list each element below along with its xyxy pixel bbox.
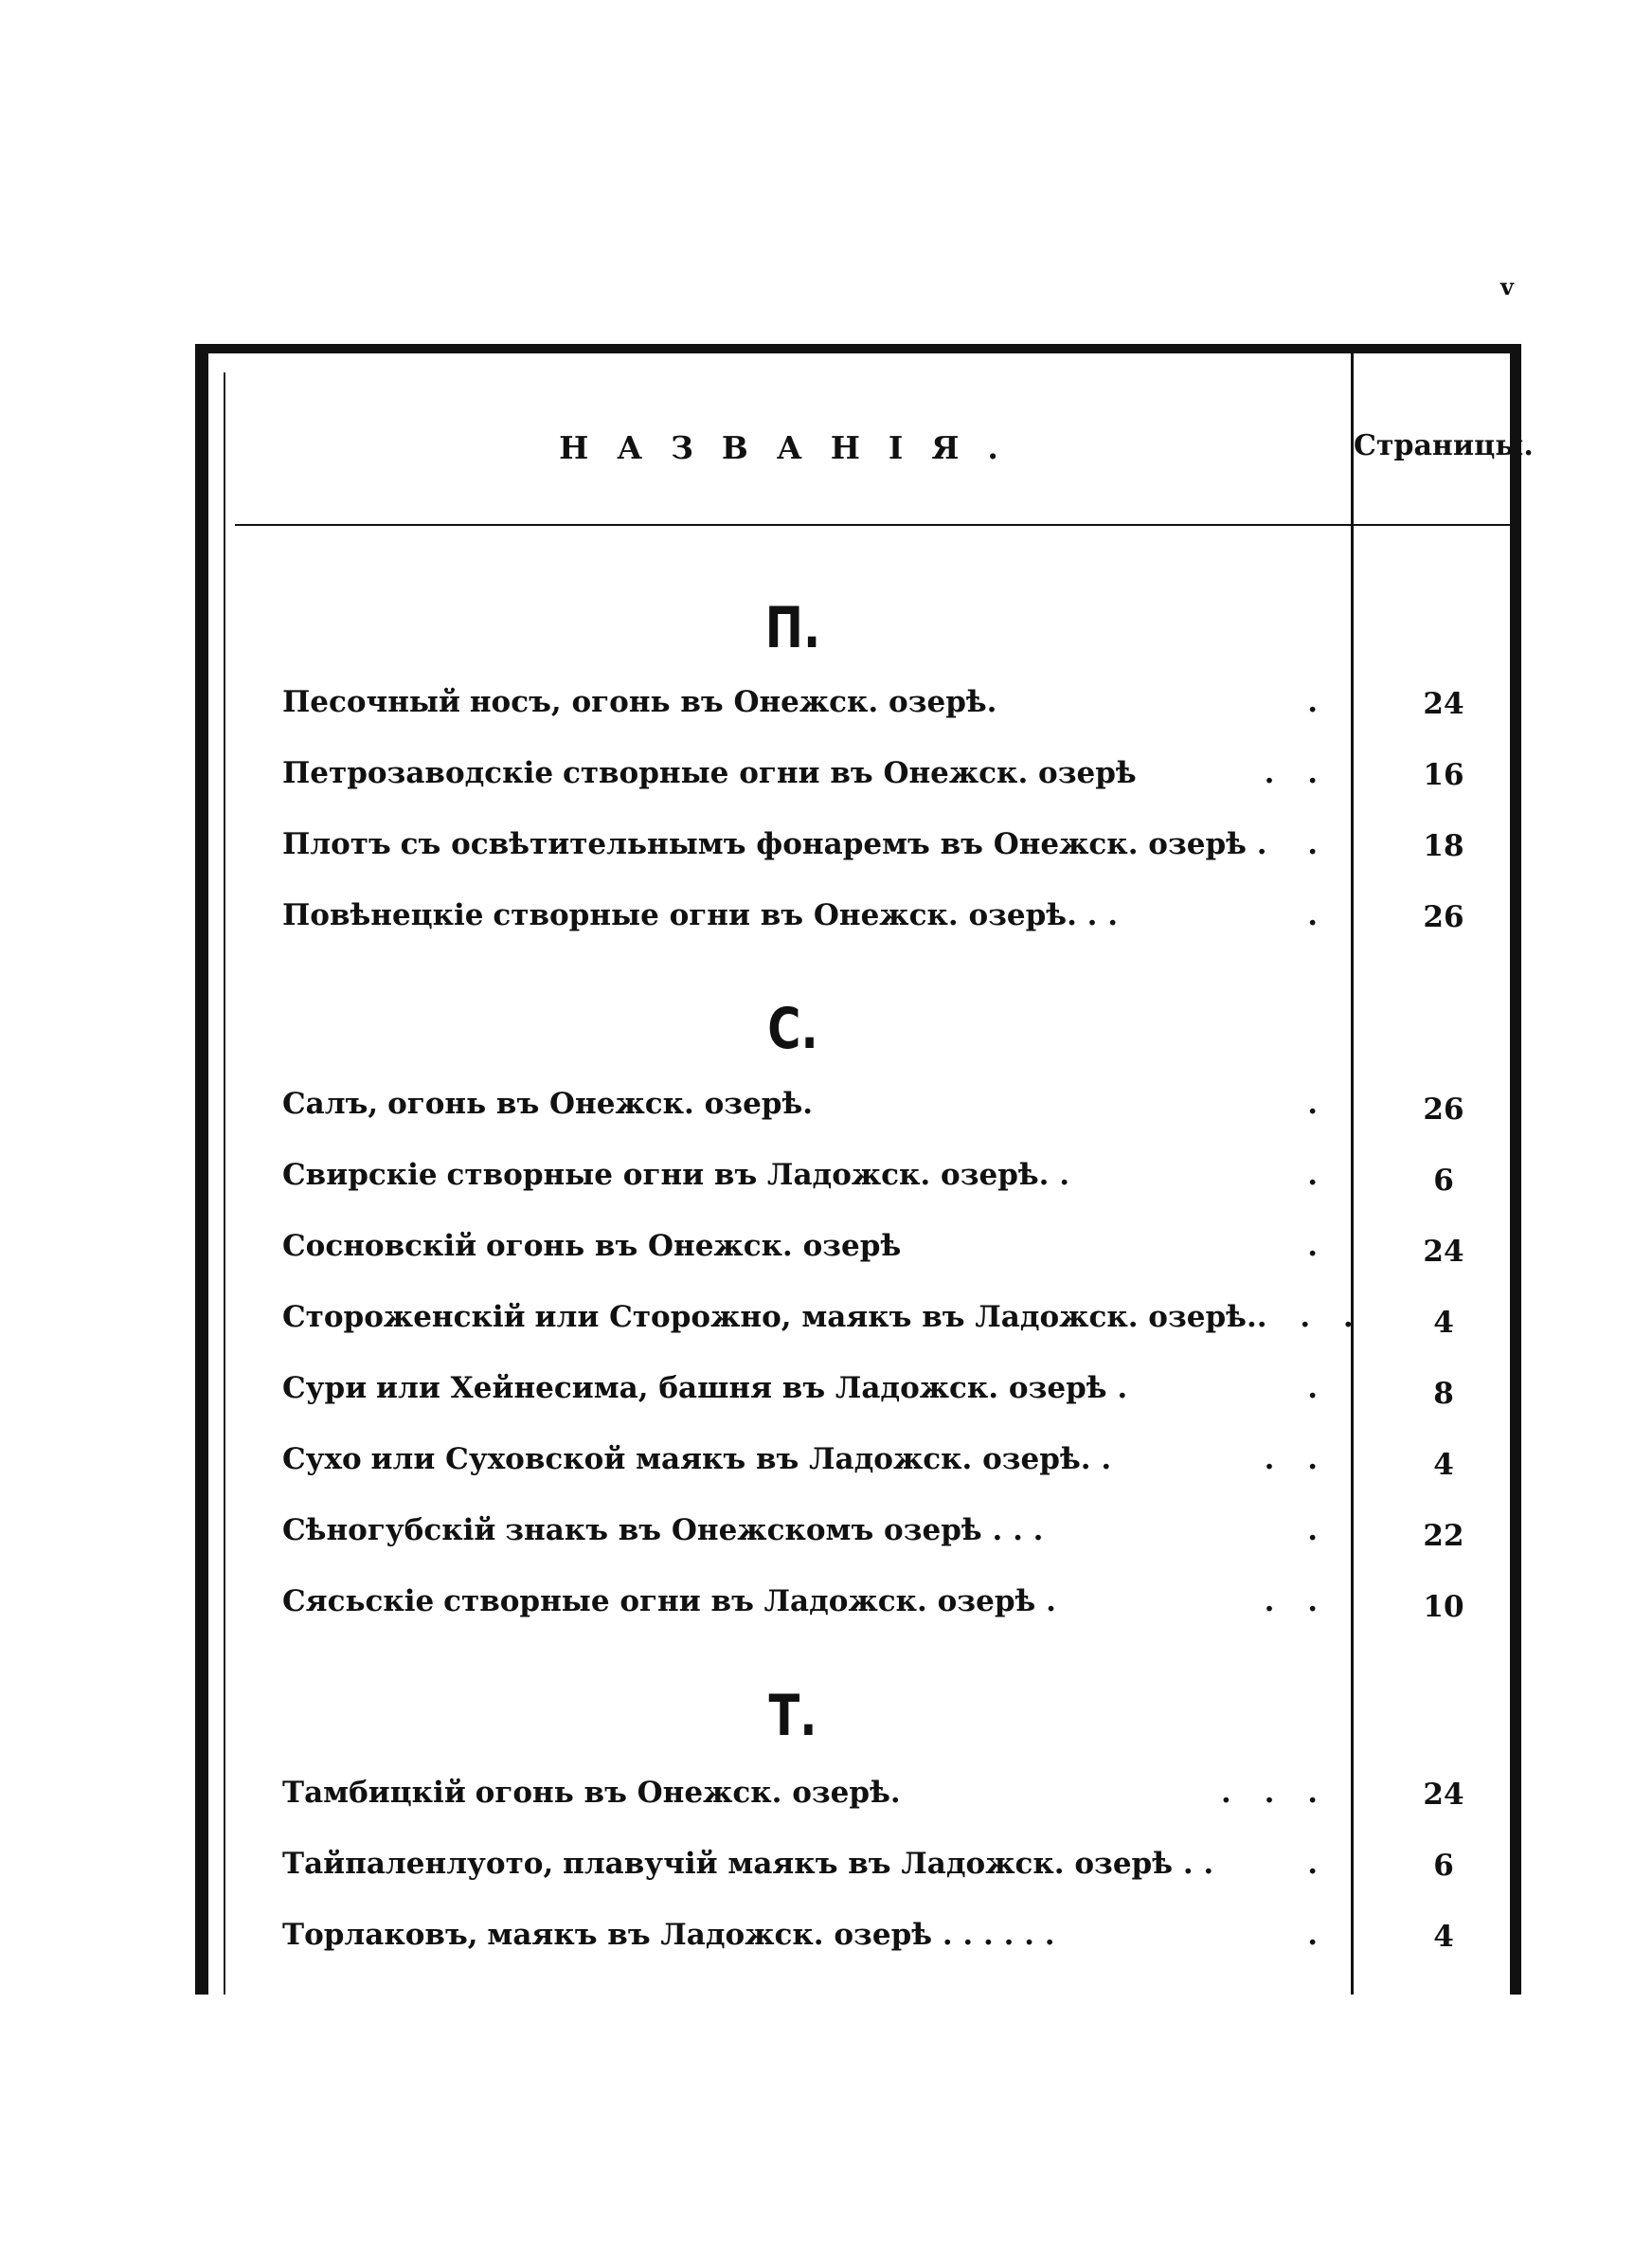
entry-page: 4: [1433, 1920, 1454, 1954]
entry-name: Торлаковъ,: [282, 1918, 478, 1952]
entry-leader: .: [1307, 1158, 1329, 1192]
index-entry: [282, 1509, 1329, 1551]
entry-page: 24: [1423, 1778, 1464, 1812]
entry-leader: .: [1307, 1513, 1329, 1547]
entry-name: Свирскіе: [282, 1158, 438, 1192]
section-letter-s: С.: [767, 996, 818, 1062]
entry-page: 24: [1423, 1235, 1464, 1269]
section-letter-t: Т.: [768, 1683, 817, 1749]
index-entry: [282, 1296, 1365, 1338]
entry-name: Сосновскій: [282, 1229, 477, 1263]
entry-page: 18: [1423, 829, 1464, 863]
entry-leader: . .: [1264, 1442, 1329, 1476]
entry-page: 24: [1423, 687, 1464, 721]
entry-description: или Суховской маякъ въ Ладожск. озерѣ. .: [370, 1442, 1112, 1476]
entry-name: Плотъ: [282, 827, 391, 861]
page-marker: v: [1500, 273, 1514, 300]
entry-description: створные огни въ Ладожск. озерѣ .: [443, 1584, 1056, 1618]
entry-leader: .: [1307, 898, 1329, 932]
index-entry: [282, 681, 1329, 723]
entry-name: Салъ,: [282, 1087, 379, 1121]
entry-description: или Сторожно, маякъ въ Ладожск. озерѣ.: [534, 1300, 1257, 1334]
entry-page: 8: [1433, 1377, 1454, 1411]
index-entry: [282, 752, 1329, 794]
index-entry: [282, 1772, 1329, 1814]
entry-name: Петрозаводскіе: [282, 756, 554, 790]
entry-name: Тайпаленлуото,: [282, 1847, 554, 1881]
names-column-header: НАЗВАНІЯ.: [559, 429, 1027, 466]
entry-page: 26: [1423, 1092, 1464, 1127]
entry-leader: .: [1307, 1087, 1329, 1121]
entry-page: 16: [1423, 758, 1464, 792]
entry-leader: .: [1307, 685, 1329, 719]
index-entry: [282, 1225, 1329, 1267]
index-entry: [282, 1367, 1329, 1409]
index-table: [195, 344, 1534, 1995]
header-rule: [235, 524, 1510, 526]
entry-description: или Хейнесима, башня въ Ладожск. озерѣ .: [376, 1371, 1128, 1405]
index-entry: [282, 894, 1329, 936]
entry-page: 6: [1433, 1849, 1454, 1883]
entry-leader: .: [1307, 1229, 1329, 1263]
entry-name: Повѣнецкіе: [282, 898, 484, 932]
entry-description: носъ, огонь въ Онежск. озерѣ.: [469, 685, 997, 719]
entry-description: съ освѣтительнымъ фонаремъ въ Онежск. озерѣ .: [400, 827, 1267, 861]
entry-description: створные огни въ Ладожск. озерѣ. .: [446, 1158, 1070, 1192]
pages-column-header: Страницы.: [1354, 429, 1534, 462]
entry-leader: .: [1307, 1371, 1329, 1405]
index-entry: [282, 1580, 1329, 1622]
entry-description: знакъ въ Онежскомъ озерѣ . . .: [505, 1513, 1044, 1547]
entry-description: огонь въ Онежск. озерѣ.: [475, 1776, 901, 1810]
entry-leader: .: [1307, 1918, 1329, 1952]
entry-description: плавучій маякъ въ Ладожск. озерѣ . .: [563, 1847, 1214, 1881]
entry-leader: . . .: [1256, 1300, 1365, 1334]
entry-page: 10: [1423, 1590, 1464, 1624]
index-entry: [282, 1843, 1329, 1885]
entry-name: Сури: [282, 1371, 368, 1405]
index-entry: [282, 1083, 1329, 1125]
entry-name: Песочный: [282, 685, 460, 719]
entry-page: 26: [1423, 900, 1464, 934]
entry-page: 22: [1423, 1519, 1464, 1553]
entry-name: Тамбицкій: [282, 1776, 466, 1810]
entry-description: маякъ въ Ладожск. озерѣ . . . . . .: [487, 1918, 1055, 1952]
entry-leader: .: [1307, 827, 1329, 861]
entry-page: 4: [1433, 1306, 1454, 1340]
index-entry: [282, 823, 1329, 865]
index-entry: [282, 1914, 1329, 1956]
entry-description: створные огни въ Онежск. озерѣ: [562, 756, 1137, 790]
entry-name: Сухо: [282, 1442, 362, 1476]
entry-description: створные огни въ Онежск. озерѣ. . .: [493, 898, 1119, 932]
section-letter-p: П.: [764, 595, 821, 661]
entry-leader: . . .: [1221, 1776, 1329, 1810]
entry-leader: .: [1307, 1847, 1329, 1881]
index-entry: [282, 1154, 1329, 1196]
entry-leader: . .: [1264, 756, 1329, 790]
entry-page: 4: [1433, 1448, 1454, 1482]
entry-description: огонь въ Онежск. озерѣ.: [387, 1087, 814, 1121]
index-entry: [282, 1438, 1329, 1480]
entry-description: огонь въ Онежск. озерѣ: [486, 1229, 902, 1263]
entry-name: Сясьскіе: [282, 1584, 435, 1618]
entry-leader: . .: [1264, 1584, 1329, 1618]
entry-name: Сѣногубскій: [282, 1513, 496, 1547]
entry-name: Стороженскій: [282, 1300, 526, 1334]
entry-page: 6: [1433, 1164, 1454, 1198]
